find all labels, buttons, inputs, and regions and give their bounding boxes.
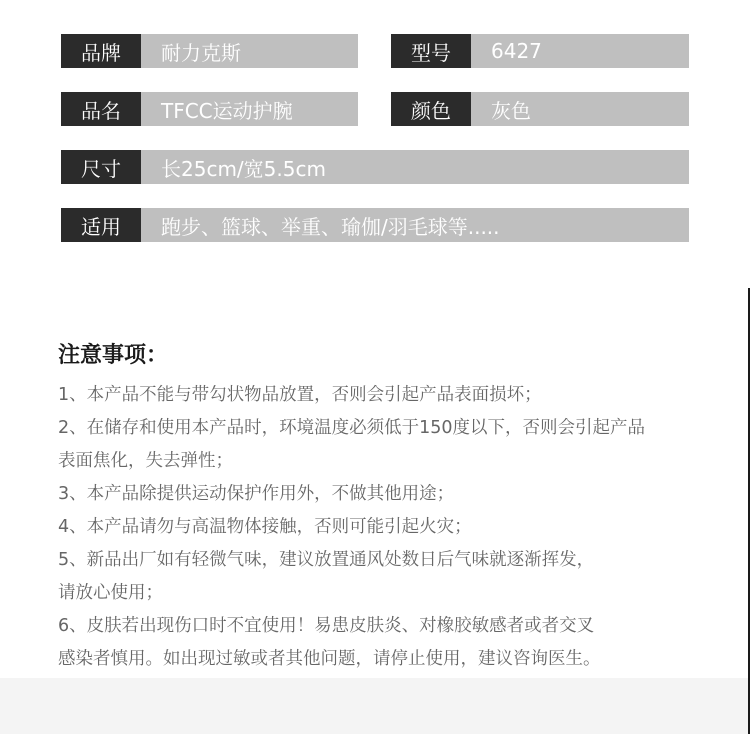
spec-label-model: 型号 <box>391 34 471 68</box>
spec-row-size <box>61 150 689 184</box>
spec-value-name: TFCC运动护腕 <box>141 92 358 126</box>
spec-value-color: 灰色 <box>471 92 689 126</box>
spec-label-size: 尺寸 <box>61 150 141 184</box>
spec-value-size: 长25cm/宽5.5cm <box>141 150 689 184</box>
spec-label-color: 颜色 <box>391 92 471 126</box>
notes-line: 6、皮肤若出现伤口时不宜使用！易患皮肤炎、对橡胶敏感者或者交叉 <box>58 616 595 636</box>
spec-row-model <box>391 34 689 68</box>
notes-line: 请放心使用； <box>58 583 163 603</box>
notes-line: 2、在储存和使用本产品时，环境温度必须低于150度以下，否则会引起产品 <box>58 418 646 438</box>
spec-row-brand <box>61 34 358 68</box>
spec-label-usage: 适用 <box>61 208 141 242</box>
notes-line: 1、本产品不能与带勾状物品放置，否则会引起产品表面损坏； <box>58 385 542 405</box>
spec-value-usage: 跑步、篮球、举重、瑜伽/羽毛球等..... <box>141 208 689 242</box>
notes-line: 感染者慎用。如出现过敏或者其他问题，请停止使用，建议咨询医生。 <box>58 649 601 669</box>
spec-label-name: 品名 <box>61 92 141 126</box>
spec-value-model: 6427 <box>471 34 689 68</box>
spec-row-name <box>61 92 358 126</box>
notes-title: 注意事项： <box>58 343 169 368</box>
notes-line: 表面焦化，失去弹性； <box>58 451 233 471</box>
spec-label-brand: 品牌 <box>61 34 141 68</box>
spec-row-color <box>391 92 689 126</box>
spec-value-brand: 耐力克斯 <box>141 34 358 68</box>
bottom-background-band <box>0 678 748 734</box>
notes-line: 5、新品出厂如有轻微气味，建议放置通风处数日后气味就逐渐挥发， <box>58 550 595 570</box>
spec-row-usage <box>61 208 689 242</box>
notes-line: 3、本产品除提供运动保护作用外，不做其他用途； <box>58 484 455 504</box>
notes-line: 4、本产品请勿与高温物体接触，否则可能引起火灾； <box>58 517 472 537</box>
